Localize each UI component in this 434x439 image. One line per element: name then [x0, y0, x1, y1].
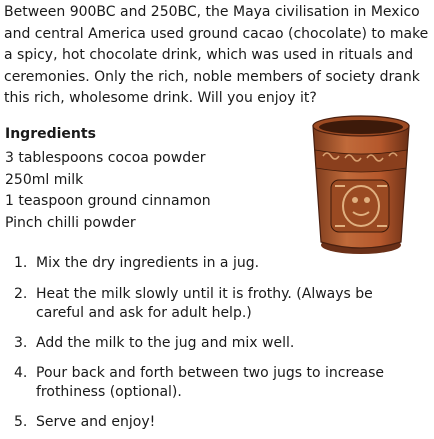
step-text: Serve and enjoy!: [36, 414, 156, 430]
step-number: 3.: [14, 335, 28, 351]
step-item: [0, 285, 420, 323]
maya-cup-icon: [305, 112, 417, 258]
step-text: Heat the milk slowly until it is frothy. (Always be careful and ask for adult help.): [36, 286, 373, 321]
step-number: 2.: [14, 286, 28, 302]
ingredients-list: [5, 148, 211, 234]
step-item: [0, 334, 420, 353]
step-text: Add the milk to the jug and mix well.: [36, 335, 295, 351]
step-text: Pour back and forth between two jugs to increase frothiness (optional).: [36, 365, 385, 400]
intro-paragraph: Between 900BC and 250BC, the Maya civilisation in Mexico and central America used ground cacao (chocolate) to make a spicy, hot chocolate drink, which was used in rituals and ceremonies. Only the rich, noble members of society drank this rich, wholesome drink. Will you enjoy it?: [4, 4, 429, 106]
ingredient-item: 3 tablespoons cocoa powder: [5, 150, 206, 166]
step-item: [0, 254, 420, 273]
ingredient-item: 1 teaspoon ground cinnamon: [5, 193, 211, 210]
ingredient-item: 250ml milk: [5, 171, 84, 188]
step-item: [0, 364, 420, 402]
step-text: Mix the dry ingredients in a jug.: [36, 255, 260, 271]
step-number: 1.: [14, 255, 28, 271]
step-number: 4.: [14, 365, 28, 381]
method-steps: [0, 254, 420, 432]
step-number: 5.: [14, 414, 28, 430]
step-item: [0, 413, 420, 432]
ingredients-title: Ingredients: [5, 126, 96, 142]
ingredient-item: Pinch chilli powder: [5, 214, 136, 231]
